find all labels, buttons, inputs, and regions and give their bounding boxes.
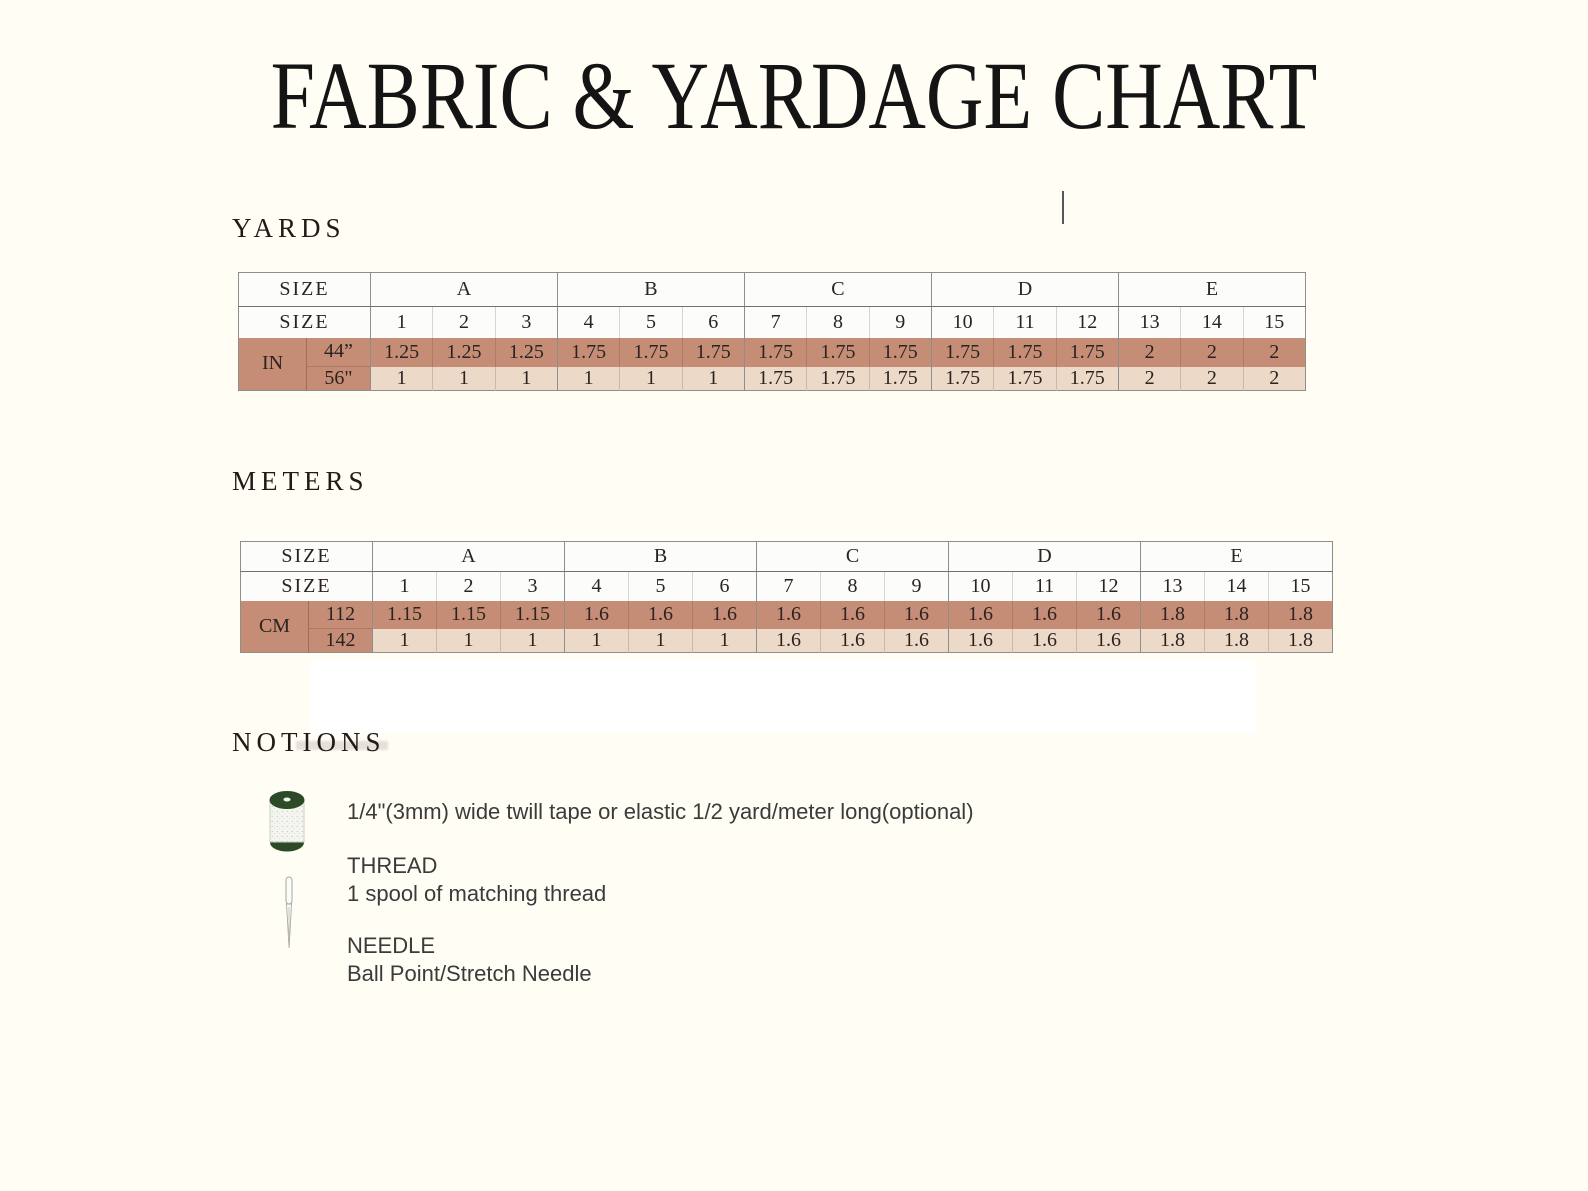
size-col-header: 3 — [501, 572, 565, 601]
yardage-cell: 1.6 — [821, 601, 885, 629]
yardage-cell: 2 — [1181, 367, 1243, 391]
size-col-header: 7 — [757, 572, 821, 601]
yardage-cell: 1.6 — [949, 601, 1013, 629]
yardage-cell: 1 — [501, 629, 565, 653]
group-header-e: E — [1141, 542, 1333, 572]
width-row-label: 112 — [309, 601, 373, 629]
yardage-cell: 1.75 — [744, 367, 806, 391]
yardage-cell: 1.6 — [1013, 629, 1077, 653]
yardage-cell: 1.75 — [1056, 338, 1118, 367]
size-col-header: 14 — [1181, 307, 1243, 338]
size-col-header: 1 — [371, 307, 433, 338]
yardage-cell: 1 — [693, 629, 757, 653]
yardage-cell: 1.75 — [931, 338, 993, 367]
size-col-header: 12 — [1077, 572, 1141, 601]
yardage-cell: 1.25 — [433, 338, 495, 367]
yardage-cell: 1.75 — [994, 367, 1056, 391]
yardage-cell: 1.6 — [885, 629, 949, 653]
size-col-header: 8 — [807, 307, 869, 338]
yardage-cell: 1.25 — [495, 338, 557, 367]
size-col-header: 6 — [693, 572, 757, 601]
yardage-cell: 1.15 — [373, 601, 437, 629]
yardage-cell: 1.6 — [629, 601, 693, 629]
yardage-cell: 1 — [557, 367, 619, 391]
size-col-header: 13 — [1141, 572, 1205, 601]
yardage-cell: 1 — [433, 367, 495, 391]
yardage-cell: 1 — [495, 367, 557, 391]
background-patch — [310, 660, 1256, 734]
needle-title: NEEDLE — [347, 933, 436, 958]
yardage-cell: 1 — [437, 629, 501, 653]
yardage-cell: 1.6 — [949, 629, 1013, 653]
size-col-header: 6 — [682, 307, 744, 338]
size-col-header: 15 — [1269, 572, 1333, 601]
needle-text: Ball Point/Stretch Needle — [347, 961, 592, 986]
group-header-a: A — [373, 542, 565, 572]
yardage-cell: 1.8 — [1205, 601, 1269, 629]
size-col-header: 15 — [1243, 307, 1305, 338]
width-row-label: 56" — [307, 367, 371, 391]
yardage-cell: 1.75 — [744, 338, 806, 367]
yardage-cell: 1 — [371, 367, 433, 391]
yardage-cell: 1.8 — [1269, 629, 1333, 653]
yardage-cell: 1.75 — [869, 367, 931, 391]
size-col-header: 7 — [744, 307, 806, 338]
yardage-cell: 1.75 — [682, 338, 744, 367]
yardage-cell: 1.6 — [1013, 601, 1077, 629]
yardage-cell: 1 — [682, 367, 744, 391]
yards-table — [238, 272, 1306, 391]
yardage-cell: 2 — [1243, 338, 1305, 367]
yardage-cell: 1 — [629, 629, 693, 653]
size-col-header: 5 — [629, 572, 693, 601]
yardage-cell: 1.75 — [869, 338, 931, 367]
yardage-cell: 1 — [373, 629, 437, 653]
yardage-cell: 1.75 — [931, 367, 993, 391]
thread-text: 1 spool of matching thread — [347, 881, 607, 906]
yardage-cell: 1.6 — [565, 601, 629, 629]
size-corner-header: SIZE — [241, 542, 373, 572]
meters-table — [240, 541, 1333, 653]
size-col-header: 8 — [821, 572, 885, 601]
yardage-cell: 2 — [1118, 367, 1180, 391]
size-col-header: 10 — [949, 572, 1013, 601]
yardage-cell: 1.8 — [1141, 629, 1205, 653]
yardage-cell: 2 — [1243, 367, 1305, 391]
page-title: FABRIC & YARDAGE CHART — [270, 42, 1318, 149]
yardage-cell: 1.6 — [1077, 601, 1141, 629]
size-corner-header: SIZE — [279, 310, 330, 333]
size-col-header: 14 — [1205, 572, 1269, 601]
yardage-cell: 1.75 — [807, 367, 869, 391]
group-header-c: C — [744, 273, 931, 307]
yardage-cell: 1.6 — [821, 629, 885, 653]
yardage-cell: 1.15 — [501, 601, 565, 629]
group-header-e: E — [1118, 273, 1305, 307]
yardage-cell: 2 — [1181, 338, 1243, 367]
unit-label: CM — [241, 601, 309, 653]
yardage-cell: 1 — [565, 629, 629, 653]
group-header-b: B — [565, 542, 757, 572]
group-header-d: D — [949, 542, 1141, 572]
size-col-header: 5 — [620, 307, 682, 338]
yards-heading: YARDS — [232, 213, 346, 243]
size-col-header: 1 — [373, 572, 437, 601]
yardage-cell: 1.75 — [557, 338, 619, 367]
size-col-header: 3 — [495, 307, 557, 338]
yardage-cell: 1.6 — [757, 601, 821, 629]
thread-title: THREAD — [347, 853, 438, 878]
size-col-header: 2 — [433, 307, 495, 338]
yardage-cell: 1.75 — [1056, 367, 1118, 391]
yardage-cell: 1.15 — [437, 601, 501, 629]
group-header-b: B — [557, 273, 744, 307]
yardage-cell: 1.8 — [1205, 629, 1269, 653]
width-row-label: 142 — [309, 629, 373, 653]
yardage-cell: 1.25 — [371, 338, 433, 367]
group-header-a: A — [371, 273, 558, 307]
size-col-header: 9 — [869, 307, 931, 338]
size-col-header: 4 — [557, 307, 619, 338]
size-col-header: 11 — [994, 307, 1056, 338]
size-corner-header: SIZE — [281, 574, 332, 597]
yardage-cell: 1.75 — [620, 338, 682, 367]
yardage-cell: 1.75 — [994, 338, 1056, 367]
width-row-label: 44” — [307, 338, 371, 367]
size-corner-header: SIZE — [239, 273, 371, 307]
size-col-header: 10 — [931, 307, 993, 338]
size-col-header: 4 — [565, 572, 629, 601]
size-col-header: 13 — [1118, 307, 1180, 338]
text-cursor — [1062, 191, 1064, 224]
group-header-d: D — [931, 273, 1118, 307]
yardage-cell: 2 — [1118, 338, 1180, 367]
needle-icon — [282, 876, 296, 952]
yardage-cell: 1.6 — [1077, 629, 1141, 653]
notions-heading: NOTIONS — [232, 727, 386, 757]
yardage-cell: 1 — [620, 367, 682, 391]
unit-label: IN — [239, 338, 307, 391]
tape-notion-text: 1/4"(3mm) wide twill tape or elastic 1/2 yard/meter long(optional) — [347, 799, 974, 824]
thread-spool-icon — [266, 790, 308, 854]
yardage-cell: 1.8 — [1141, 601, 1205, 629]
yardage-cell: 1.6 — [693, 601, 757, 629]
group-header-c: C — [757, 542, 949, 572]
yardage-cell: 1.6 — [885, 601, 949, 629]
size-col-header: 9 — [885, 572, 949, 601]
yardage-cell: 1.75 — [807, 338, 869, 367]
meters-heading: METERS — [232, 466, 369, 496]
size-col-header: 12 — [1056, 307, 1118, 338]
size-col-header: 11 — [1013, 572, 1077, 601]
size-col-header: 2 — [437, 572, 501, 601]
yardage-cell: 1.8 — [1269, 601, 1333, 629]
yardage-cell: 1.6 — [757, 629, 821, 653]
